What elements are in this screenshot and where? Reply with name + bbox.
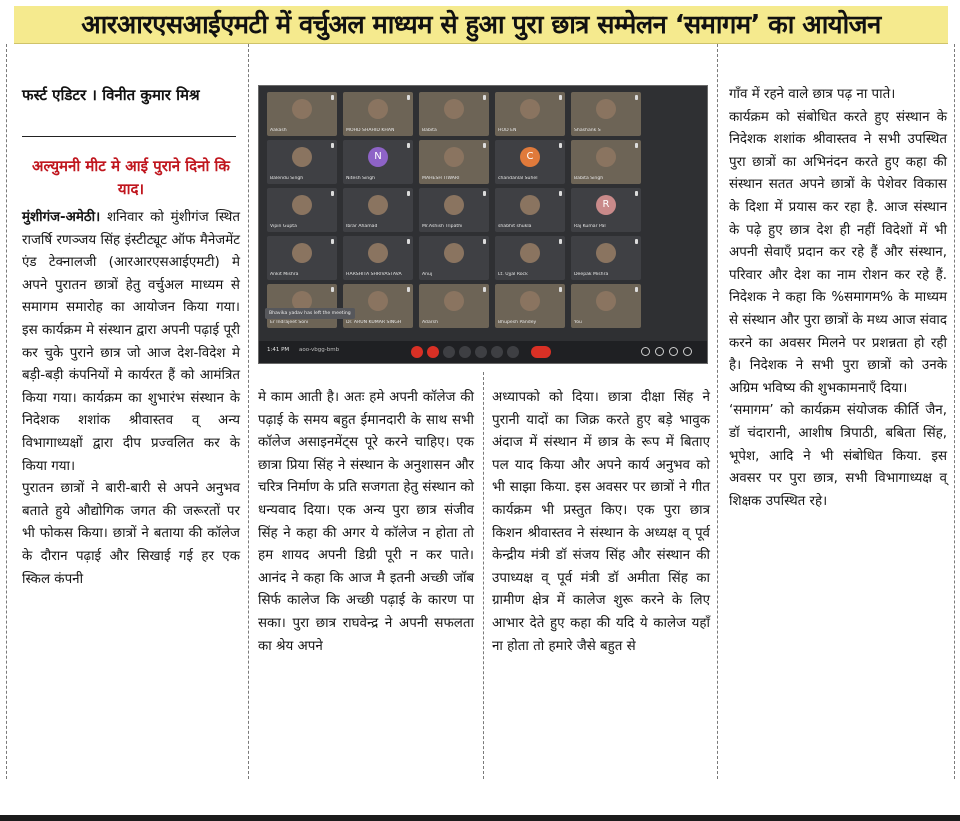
participant-name: Deepak Mishra	[574, 272, 609, 277]
participant-name: Raj Kumar Pal	[574, 224, 606, 229]
mic-icon	[635, 95, 638, 100]
participant-tile	[343, 92, 413, 136]
paragraph: पुरातन छात्रों ने बारी-बारी से अपने अनुभव बताते हुये औद्योगिक जगत की जरूरतों पर भी फोकस किया। छात्रों ने बताया की कॉलेज के दौरान पढ़ाई और सिखाई गई हर एक स्किल कंपनी	[22, 481, 240, 587]
participant-tile	[571, 92, 641, 136]
emoji-icon	[475, 346, 487, 358]
mic-icon	[407, 239, 410, 244]
paragraph: कार्यक्रम को संबोधित करते हुए संस्थान के निदेशक शशांक श्रीवास्तव ने सभी उपस्थित पुरा छात्रों का अभिनंदन करते हुए कहा की संस्थान सतत अपने छात्रों के पेशेवर विकास के दिशा में प्रयास कर रहा है. आज संस्थान के पढ़े हुए छात्र देश ही नहीं विदेशों में भी अपनी सेवाएँ प्रदान कर रहे हैं और संस्थान, परिवार और देश का नाम रोशन कर रहे हैं. निदेशक ने कहा कि %समागम% के माध्यम से संस्थान और पुरा छात्रों के मध्य आज संवाद करने का अवसर मिलने पर प्रशन्नता हो रही है। निदेशक ने सभी पुरा छात्रों को उनके अग्रिम भविष्य की शुभकामनाएँ दिया।	[729, 109, 947, 396]
mic-icon	[635, 191, 638, 196]
participant-tile	[495, 92, 565, 136]
mic-icon	[407, 95, 410, 100]
participant-avatar	[520, 243, 540, 263]
participant-avatar	[596, 243, 616, 263]
participant-tile	[571, 236, 641, 280]
mic-icon	[559, 239, 562, 244]
more-options-icon	[507, 346, 519, 358]
meeting-screenshot-photo	[258, 85, 708, 364]
participant-tile	[267, 236, 337, 280]
byline-divider	[22, 136, 236, 137]
participant-avatar	[292, 99, 312, 119]
mic-icon	[407, 143, 410, 148]
participant-name: Dr. ARUN KUMAR SINGH	[346, 320, 402, 325]
participant-name: Babita Singh	[574, 176, 604, 181]
participant-avatar	[444, 99, 464, 119]
participant-avatar	[292, 243, 312, 263]
mic-icon	[331, 287, 334, 292]
participant-name: Er Indrajeet Soni	[270, 320, 309, 325]
mic-icon	[331, 95, 334, 100]
mic-icon	[483, 239, 486, 244]
mic-icon	[483, 287, 486, 292]
activities-icon	[683, 347, 692, 356]
mic-icon	[483, 95, 486, 100]
participant-name: Ankit Mishra	[270, 272, 299, 277]
participant-name: Ibrar Ahamad	[346, 224, 378, 229]
participant-tile	[419, 188, 489, 232]
mic-off-icon	[411, 346, 423, 358]
headline: आरआरएसआईएमटी में वर्चुअल माध्यम से हुआ पुरा छात्र सम्मेलन ‘समागम’ का आयोजन	[14, 6, 948, 44]
participant-tile	[419, 236, 489, 280]
participant-tile	[419, 140, 489, 184]
participant-avatar	[368, 291, 388, 311]
participant-tile	[267, 284, 337, 328]
present-icon	[491, 346, 503, 358]
end-call-icon	[531, 346, 551, 358]
participant-tile	[571, 188, 641, 232]
participant-name: Adarsh	[422, 320, 438, 325]
participant-avatar: N	[368, 147, 388, 167]
participant-name: MOHD SHAHID KHAN	[346, 128, 395, 133]
participant-name: Shashank S	[574, 128, 601, 133]
participant-name: Mr.Ashish Tripathi	[422, 224, 463, 229]
participant-avatar	[368, 99, 388, 119]
chat-icon	[669, 347, 678, 356]
article-column-1	[22, 207, 240, 591]
meeting-notification: Bhavika yadav has left the meeting	[265, 308, 355, 319]
participant-tile	[495, 188, 565, 232]
article-column-4	[729, 84, 947, 513]
participant-avatar	[292, 195, 312, 215]
paragraph	[22, 207, 240, 478]
page-bottom-rule	[0, 815, 960, 821]
paragraph: ‘समागम’ को कार्यक्रम संयोजक कीर्ति जैन, डॉ चंदारानी, आशीष त्रिपाठी, बबिता सिंह, भूपेश, आदि ने भी संबोधित किया. इस अवसर पर पुरा छात्र, सभी विभागाध्यक्ष व् शिक्षक उपस्थित रहे।	[729, 403, 947, 509]
mic-icon	[635, 287, 638, 292]
participant-tile	[267, 188, 337, 232]
participant-tile	[571, 140, 641, 184]
meeting-time: 1:41 PM	[267, 347, 290, 353]
mic-icon	[483, 143, 486, 148]
left-margin-rule	[6, 44, 7, 779]
paragraph-text: शनिवार को मुंशीगंज स्थित राजर्षि रणञ्जय सिंह इंस्टीट्यूट ऑफ मैनेजमेंट एंड टेक्नालजी (आरआरएसआईएमटी) मे अपने पुरातन छात्रों हेतु वर्चुअल माध्यम से समागम समारोह का आयोजन किया गया। इस कार्यक्रम मे संस्थान द्वारा अपनी पढ़ाई पूरी कर चुके पुराने छात्र जो आज देश-विदेश मे बड़ी-बड़ी कंपनियों मे कार्यरत हैं को आमंत्रित किया गया। कार्यक्रम का शुभारंभ संस्थान के निदेशक शशांक श्रीवास्तव व् अन्य विभागाध्यक्षों द्वारा दीप प्रज्वलित कर के किया गया।	[22, 210, 240, 474]
paragraph: अध्यापको को दिया। छात्रा दीक्षा सिंह ने पुरानी यादों का जिक्र करते हुए बड़े भावुक अंदाज में संस्थान में छात्र के रूप में बिताए पल याद किया और अपने कार्य अनुभव को भी साझा किया. इस अवसर पर छात्रों ने गीत कार्यक्रम भी प्रस्तुत किए। एक पुरा छात्र किशन श्रीवास्तव ने संस्थान के अध्यक्ष व् पूर्व केन्द्रीय मंत्री डॉ संजय सिंह और संस्थान की उपाध्यक्ष व् पूर्व मंत्री डॉ अमीता सिंह का ग्रामीण क्षेत्र में कालेज शुरू करने के लिए आभार देते हुए कहा की यदि ये कालेज यहाँ ना होता तो हमारे जैसे बहुत से	[492, 390, 710, 654]
participant-avatar: C	[520, 147, 540, 167]
participant-name: chandanlal Suhel	[498, 176, 538, 181]
participant-avatar	[596, 99, 616, 119]
participant-tile	[495, 236, 565, 280]
participant-avatar: R	[596, 195, 616, 215]
byline: फर्स्ट एडिटर । विनीत कुमार मिश्र	[22, 86, 200, 104]
people-icon	[655, 347, 664, 356]
participant-tile	[419, 284, 489, 328]
participant-avatar	[444, 291, 464, 311]
meeting-control-bar	[259, 341, 707, 363]
subheadline: अल्युमनी मीट मे आई पुराने दिनो कि याद।	[32, 157, 230, 198]
mic-icon	[331, 191, 334, 196]
mic-icon	[559, 287, 562, 292]
participant-avatar	[520, 99, 540, 119]
participant-avatar	[444, 195, 464, 215]
participant-avatar	[444, 147, 464, 167]
participant-avatar	[368, 243, 388, 263]
participant-name: Aakash	[270, 128, 287, 133]
participant-name: Babita	[422, 128, 437, 133]
participant-tile	[495, 284, 565, 328]
participant-tile	[343, 188, 413, 232]
info-icon	[641, 347, 650, 356]
mic-icon	[559, 95, 562, 100]
mic-icon	[331, 143, 334, 148]
paragraph: गाँव में रहने वाले छात्र पढ़ ना पाते।	[729, 87, 896, 102]
mic-icon	[483, 191, 486, 196]
camera-off-icon	[427, 346, 439, 358]
participant-avatar	[520, 195, 540, 215]
mic-icon	[407, 191, 410, 196]
participant-tile	[419, 92, 489, 136]
participant-name: Balendu Singh	[270, 176, 304, 181]
participant-tile	[267, 140, 337, 184]
participant-avatar	[596, 291, 616, 311]
participant-tile	[343, 140, 413, 184]
participant-name: shabhit shukla	[498, 224, 532, 229]
participant-name: Anuj	[422, 272, 433, 277]
participant-tile	[495, 140, 565, 184]
participant-name: Lt. Ujjal Rock	[498, 272, 528, 277]
captions-icon	[443, 346, 455, 358]
participant-name: Vipin Gupta	[270, 224, 297, 229]
participant-avatar	[596, 147, 616, 167]
participant-name: Nitesh Singh	[346, 176, 376, 181]
participant-tile	[267, 92, 337, 136]
participant-avatar	[368, 195, 388, 215]
mic-icon	[635, 239, 638, 244]
participant-name: You	[574, 320, 582, 325]
dateline: मुंशीगंज-अमेठी।	[22, 210, 101, 225]
participant-name: HOD EN	[498, 128, 517, 133]
raise-hand-icon	[459, 346, 471, 358]
mic-icon	[407, 287, 410, 292]
column-rule	[483, 372, 484, 779]
column-rule	[717, 44, 718, 779]
participant-tile	[343, 284, 413, 328]
meeting-code: aoo-vbgg-bmb	[299, 347, 340, 353]
column-rule	[248, 44, 249, 779]
mic-icon	[559, 143, 562, 148]
participant-tile	[571, 284, 641, 328]
participant-avatar	[292, 147, 312, 167]
participant-avatar	[520, 291, 540, 311]
right-margin-rule	[954, 44, 955, 779]
mic-icon	[559, 191, 562, 196]
participant-name: HARSHITA SHRIVASTAVA	[346, 272, 402, 277]
mic-icon	[635, 143, 638, 148]
participant-tile	[343, 236, 413, 280]
article-column-3	[492, 387, 710, 658]
participant-name: Bhupesh Pandey	[498, 320, 537, 325]
participant-avatar	[444, 243, 464, 263]
article-column-2	[258, 387, 474, 658]
paragraph: मे काम आती है। अतः हमे अपनी कॉलेज की पढ़ाई के समय बहुत ईमानदारी के साथ सभी कॉलेज असाइनमेंट्स पूरे करने चाहिए। एक छात्रा प्रिया सिंह ने संस्थान के अनुशासन और चरित्र निर्माण के प्रति सजगता हेतु संस्थान को धन्यवाद दिया। एक अन्य पुरा छात्र संजीव सिंह ने कहा की अगर ये कॉलेज न होता तो हम शायद अपनी डिग्री पूरी न कर पाते। आनंद ने कहा कि आज मै इतनी अच्छी जॉब सिर्फ कालेज कि अच्छी पढ़ाई के कारण पा सका। पुरा छात्र राघवेन्द्र ने अपनी सफलता का श्रेय अपने	[258, 390, 474, 654]
participant-name: MAHESH TIWARI	[422, 176, 460, 181]
mic-icon	[331, 239, 334, 244]
